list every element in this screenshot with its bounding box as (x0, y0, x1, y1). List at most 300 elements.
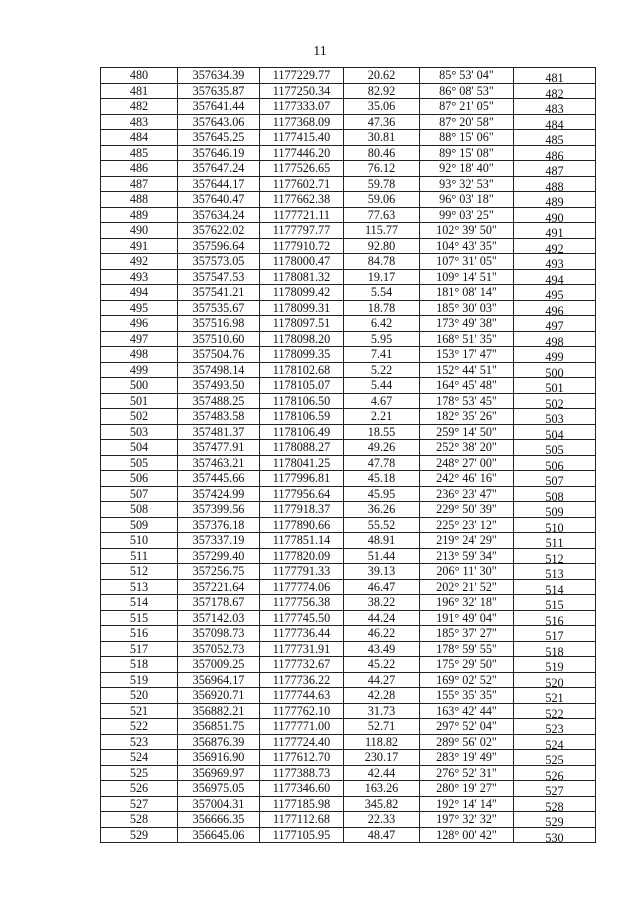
next-point-cell: 482 (514, 86, 596, 102)
table-row (101, 595, 596, 611)
next-point-cell: 512 (514, 551, 596, 567)
bearing-cell: 175° 29' 50" (420, 657, 514, 673)
table-row (101, 424, 596, 440)
x-coordinate-cell: 357488.25 (178, 393, 260, 409)
distance-cell: 163.26 (344, 781, 420, 797)
point-number-cell: 510 (101, 533, 178, 549)
table-row (101, 781, 596, 797)
bearing-cell: 280° 19' 27" (420, 781, 514, 797)
x-coordinate-cell: 357646.19 (178, 145, 260, 161)
point-number-cell: 495 (101, 300, 178, 316)
x-coordinate-cell: 357376.18 (178, 517, 260, 533)
point-number-cell: 492 (101, 254, 178, 270)
distance-cell: 20.62 (344, 68, 420, 84)
point-number-cell: 507 (101, 486, 178, 502)
distance-cell: 22.33 (344, 812, 420, 828)
next-point-cell: 523 (514, 722, 596, 738)
point-number-cell: 489 (101, 207, 178, 223)
point-number-cell: 504 (101, 440, 178, 456)
table-row (101, 657, 596, 673)
table-row (101, 517, 596, 533)
x-coordinate-cell: 357493.50 (178, 378, 260, 394)
distance-cell: 45.18 (344, 471, 420, 487)
bearing-cell: 152° 44' 51" (420, 362, 514, 378)
next-point-cell: 509 (514, 505, 596, 521)
next-point-cell: 498 (514, 334, 596, 350)
point-number-cell: 499 (101, 362, 178, 378)
table-row (101, 796, 596, 812)
x-coordinate-cell: 357640.47 (178, 192, 260, 208)
y-coordinate-cell: 1177890.66 (260, 517, 344, 533)
y-coordinate-cell: 1177918.37 (260, 502, 344, 518)
table-row (101, 672, 596, 688)
point-number-cell: 482 (101, 99, 178, 115)
point-number-cell: 490 (101, 223, 178, 239)
coordinates-table (100, 67, 596, 843)
bearing-cell: 88° 15' 06" (420, 130, 514, 146)
table-row (101, 207, 596, 223)
table-row (101, 99, 596, 115)
x-coordinate-cell: 357541.21 (178, 285, 260, 301)
bearing-cell: 92° 18' 40" (420, 161, 514, 177)
y-coordinate-cell: 1177333.07 (260, 99, 344, 115)
next-point-cell: 502 (514, 396, 596, 412)
point-number-cell: 503 (101, 424, 178, 440)
table-row (101, 641, 596, 657)
bearing-cell: 93° 32' 53" (420, 176, 514, 192)
point-number-cell: 484 (101, 130, 178, 146)
distance-cell: 6.42 (344, 316, 420, 332)
y-coordinate-cell: 1178099.35 (260, 347, 344, 363)
next-point-cell: 530 (514, 830, 596, 846)
distance-cell: 45.22 (344, 657, 420, 673)
next-point-cell: 527 (514, 784, 596, 800)
y-coordinate-cell: 1177526.65 (260, 161, 344, 177)
point-number-cell: 506 (101, 471, 178, 487)
distance-cell: 5.54 (344, 285, 420, 301)
next-point-cell: 493 (514, 257, 596, 273)
y-coordinate-cell: 1177744.63 (260, 688, 344, 704)
y-coordinate-cell: 1177446.20 (260, 145, 344, 161)
x-coordinate-cell: 357516.98 (178, 316, 260, 332)
y-coordinate-cell: 1178041.25 (260, 455, 344, 471)
y-coordinate-cell: 1178097.51 (260, 316, 344, 332)
next-point-cell: 506 (514, 458, 596, 474)
bearing-cell: 181° 08' 14" (420, 285, 514, 301)
table-row (101, 734, 596, 750)
next-point-cell: 529 (514, 815, 596, 831)
table-row (101, 68, 596, 84)
x-coordinate-cell: 357337.19 (178, 533, 260, 549)
x-coordinate-cell: 356851.75 (178, 719, 260, 735)
next-point-cell: 489 (514, 195, 596, 211)
table-row (101, 471, 596, 487)
point-number-cell: 505 (101, 455, 178, 471)
table-row (101, 564, 596, 580)
next-point-cell: 510 (514, 520, 596, 536)
x-coordinate-cell: 356882.21 (178, 703, 260, 719)
table-row (101, 827, 596, 843)
point-number-cell: 480 (101, 68, 178, 84)
distance-cell: 77.63 (344, 207, 420, 223)
distance-cell: 52.71 (344, 719, 420, 735)
bearing-cell: 192° 14' 14" (420, 796, 514, 812)
distance-cell: 30.81 (344, 130, 420, 146)
distance-cell: 115.77 (344, 223, 420, 239)
next-point-cell: 483 (514, 102, 596, 118)
y-coordinate-cell: 1178102.68 (260, 362, 344, 378)
point-number-cell: 515 (101, 610, 178, 626)
next-point-cell: 485 (514, 133, 596, 149)
x-coordinate-cell: 357622.02 (178, 223, 260, 239)
x-coordinate-cell: 357504.76 (178, 347, 260, 363)
next-point-cell: 526 (514, 768, 596, 784)
x-coordinate-cell: 357009.25 (178, 657, 260, 673)
point-number-cell: 521 (101, 703, 178, 719)
bearing-cell: 163° 42' 44" (420, 703, 514, 719)
table-row (101, 238, 596, 254)
x-coordinate-cell: 357299.40 (178, 548, 260, 564)
next-point-cell: 528 (514, 799, 596, 815)
distance-cell: 59.78 (344, 176, 420, 192)
distance-cell: 38.22 (344, 595, 420, 611)
x-coordinate-cell: 357004.31 (178, 796, 260, 812)
distance-cell: 48.47 (344, 827, 420, 843)
bearing-cell: 155° 35' 35" (420, 688, 514, 704)
point-number-cell: 487 (101, 176, 178, 192)
table-row (101, 750, 596, 766)
y-coordinate-cell: 1177105.95 (260, 827, 344, 843)
point-number-cell: 526 (101, 781, 178, 797)
bearing-cell: 104° 43' 35" (420, 238, 514, 254)
distance-cell: 59.06 (344, 192, 420, 208)
bearing-cell: 219° 24' 29" (420, 533, 514, 549)
distance-cell: 44.27 (344, 672, 420, 688)
point-number-cell: 514 (101, 595, 178, 611)
table-row (101, 331, 596, 347)
bearing-cell: 197° 32' 32" (420, 812, 514, 828)
table-row (101, 626, 596, 642)
x-coordinate-cell: 357142.03 (178, 610, 260, 626)
distance-cell: 39.13 (344, 564, 420, 580)
point-number-cell: 500 (101, 378, 178, 394)
bearing-cell: 85° 53' 04" (420, 68, 514, 84)
table-row (101, 765, 596, 781)
distance-cell: 92.80 (344, 238, 420, 254)
next-point-cell: 514 (514, 582, 596, 598)
x-coordinate-cell: 357644.17 (178, 176, 260, 192)
y-coordinate-cell: 1178106.50 (260, 393, 344, 409)
bearing-cell: 297° 52' 04" (420, 719, 514, 735)
bearing-cell: 178° 53' 45" (420, 393, 514, 409)
bearing-cell: 259° 14' 50" (420, 424, 514, 440)
distance-cell: 345.82 (344, 796, 420, 812)
bearing-cell: 102° 39' 50" (420, 223, 514, 239)
table-row (101, 269, 596, 285)
table-row (101, 393, 596, 409)
next-point-cell: 481 (514, 71, 596, 87)
bearing-cell: 191° 49' 04" (420, 610, 514, 626)
distance-cell: 84.78 (344, 254, 420, 270)
x-coordinate-cell: 357510.60 (178, 331, 260, 347)
distance-cell: 80.46 (344, 145, 420, 161)
x-coordinate-cell: 356666.35 (178, 812, 260, 828)
x-coordinate-cell: 357498.14 (178, 362, 260, 378)
distance-cell: 51.44 (344, 548, 420, 564)
distance-cell: 18.78 (344, 300, 420, 316)
y-coordinate-cell: 1177662.38 (260, 192, 344, 208)
distance-cell: 47.78 (344, 455, 420, 471)
x-coordinate-cell: 357424.99 (178, 486, 260, 502)
table-row (101, 114, 596, 130)
bearing-cell: 242° 46' 16" (420, 471, 514, 487)
page-number: 11 (313, 44, 327, 59)
x-coordinate-cell: 357483.58 (178, 409, 260, 425)
next-point-cell: 497 (514, 319, 596, 335)
x-coordinate-cell: 357645.25 (178, 130, 260, 146)
point-number-cell: 528 (101, 812, 178, 828)
table-row (101, 285, 596, 301)
x-coordinate-cell: 357573.05 (178, 254, 260, 270)
y-coordinate-cell: 1178106.49 (260, 424, 344, 440)
point-number-cell: 486 (101, 161, 178, 177)
table-body (101, 68, 596, 843)
point-number-cell: 529 (101, 827, 178, 843)
table-row (101, 719, 596, 735)
distance-cell: 44.24 (344, 610, 420, 626)
bearing-cell: 276° 52' 31" (420, 765, 514, 781)
bearing-cell: 107° 31' 05" (420, 254, 514, 270)
next-point-cell: 507 (514, 474, 596, 490)
point-number-cell: 494 (101, 285, 178, 301)
table-row (101, 455, 596, 471)
y-coordinate-cell: 1177229.77 (260, 68, 344, 84)
next-point-cell: 511 (514, 536, 596, 552)
distance-cell: 18.55 (344, 424, 420, 440)
distance-cell: 47.36 (344, 114, 420, 130)
bearing-cell: 153° 17' 47" (420, 347, 514, 363)
x-coordinate-cell: 357547.53 (178, 269, 260, 285)
distance-cell: 36.26 (344, 502, 420, 518)
y-coordinate-cell: 1177731.91 (260, 641, 344, 657)
y-coordinate-cell: 1178088.27 (260, 440, 344, 456)
point-number-cell: 518 (101, 657, 178, 673)
distance-cell: 5.95 (344, 331, 420, 347)
next-point-cell: 490 (514, 210, 596, 226)
point-number-cell: 513 (101, 579, 178, 595)
table-row (101, 579, 596, 595)
point-number-cell: 516 (101, 626, 178, 642)
point-number-cell: 508 (101, 502, 178, 518)
table-row (101, 192, 596, 208)
y-coordinate-cell: 1178105.07 (260, 378, 344, 394)
point-number-cell: 502 (101, 409, 178, 425)
distance-cell: 118.82 (344, 734, 420, 750)
y-coordinate-cell: 1177996.81 (260, 471, 344, 487)
y-coordinate-cell: 1177112.68 (260, 812, 344, 828)
table-row (101, 486, 596, 502)
x-coordinate-cell: 356969.97 (178, 765, 260, 781)
next-point-cell: 500 (514, 365, 596, 381)
x-coordinate-cell: 357647.24 (178, 161, 260, 177)
table-row (101, 145, 596, 161)
y-coordinate-cell: 1177250.34 (260, 83, 344, 99)
x-coordinate-cell: 357481.37 (178, 424, 260, 440)
bearing-cell: 164° 45' 48" (420, 378, 514, 394)
point-number-cell: 491 (101, 238, 178, 254)
bearing-cell: 236° 23' 47" (420, 486, 514, 502)
table-row (101, 300, 596, 316)
table-row (101, 378, 596, 394)
y-coordinate-cell: 1177791.33 (260, 564, 344, 580)
distance-cell: 46.22 (344, 626, 420, 642)
next-point-cell: 501 (514, 381, 596, 397)
point-number-cell: 527 (101, 796, 178, 812)
table-row (101, 812, 596, 828)
point-number-cell: 496 (101, 316, 178, 332)
bearing-cell: 248° 27' 00" (420, 455, 514, 471)
bearing-cell: 128° 00' 42" (420, 827, 514, 843)
next-point-cell: 499 (514, 350, 596, 366)
table-row (101, 316, 596, 332)
table-row (101, 502, 596, 518)
bearing-cell: 202° 21' 52" (420, 579, 514, 595)
point-number-cell: 517 (101, 641, 178, 657)
y-coordinate-cell: 1177797.77 (260, 223, 344, 239)
next-point-cell: 516 (514, 613, 596, 629)
y-coordinate-cell: 1177851.14 (260, 533, 344, 549)
y-coordinate-cell: 1178099.31 (260, 300, 344, 316)
y-coordinate-cell: 1177756.38 (260, 595, 344, 611)
distance-cell: 55.52 (344, 517, 420, 533)
x-coordinate-cell: 356876.39 (178, 734, 260, 750)
bearing-cell: 289° 56' 02" (420, 734, 514, 750)
y-coordinate-cell: 1177736.22 (260, 672, 344, 688)
point-number-cell: 519 (101, 672, 178, 688)
point-number-cell: 498 (101, 347, 178, 363)
bearing-cell: 86° 08' 53" (420, 83, 514, 99)
next-point-cell: 486 (514, 148, 596, 164)
bearing-cell: 87° 21' 05" (420, 99, 514, 115)
next-point-cell: 494 (514, 272, 596, 288)
point-number-cell: 509 (101, 517, 178, 533)
bearing-cell: 89° 15' 08" (420, 145, 514, 161)
table-row (101, 83, 596, 99)
point-number-cell: 524 (101, 750, 178, 766)
y-coordinate-cell: 1177820.09 (260, 548, 344, 564)
x-coordinate-cell: 356975.05 (178, 781, 260, 797)
x-coordinate-cell: 357399.56 (178, 502, 260, 518)
x-coordinate-cell: 357098.73 (178, 626, 260, 642)
bearing-cell: 229° 50' 39" (420, 502, 514, 518)
y-coordinate-cell: 1177771.00 (260, 719, 344, 735)
x-coordinate-cell: 357596.64 (178, 238, 260, 254)
next-point-cell: 525 (514, 753, 596, 769)
bearing-cell: 225° 23' 12" (420, 517, 514, 533)
table-row (101, 548, 596, 564)
next-point-cell: 503 (514, 412, 596, 428)
distance-cell: 5.44 (344, 378, 420, 394)
bearing-cell: 109° 14' 51" (420, 269, 514, 285)
table-row (101, 703, 596, 719)
y-coordinate-cell: 1177732.67 (260, 657, 344, 673)
y-coordinate-cell: 1177956.64 (260, 486, 344, 502)
y-coordinate-cell: 1177368.09 (260, 114, 344, 130)
bearing-cell: 206° 11' 30" (420, 564, 514, 580)
x-coordinate-cell: 357535.67 (178, 300, 260, 316)
next-point-cell: 521 (514, 691, 596, 707)
table-row (101, 176, 596, 192)
next-point-cell: 520 (514, 675, 596, 691)
table-row (101, 347, 596, 363)
distance-cell: 49.26 (344, 440, 420, 456)
x-coordinate-cell: 356916.90 (178, 750, 260, 766)
y-coordinate-cell: 1177346.60 (260, 781, 344, 797)
y-coordinate-cell: 1178106.59 (260, 409, 344, 425)
next-point-cell: 504 (514, 427, 596, 443)
point-number-cell: 520 (101, 688, 178, 704)
y-coordinate-cell: 1177745.50 (260, 610, 344, 626)
distance-cell: 35.06 (344, 99, 420, 115)
bearing-cell: 173° 49' 38" (420, 316, 514, 332)
next-point-cell: 495 (514, 288, 596, 304)
bearing-cell: 252° 38' 20" (420, 440, 514, 456)
y-coordinate-cell: 1177736.44 (260, 626, 344, 642)
bearing-cell: 283° 19' 49" (420, 750, 514, 766)
point-number-cell: 493 (101, 269, 178, 285)
point-number-cell: 525 (101, 765, 178, 781)
distance-cell: 7.41 (344, 347, 420, 363)
distance-cell: 4.67 (344, 393, 420, 409)
table-row (101, 223, 596, 239)
x-coordinate-cell: 357052.73 (178, 641, 260, 657)
y-coordinate-cell: 1177185.98 (260, 796, 344, 812)
distance-cell: 42.28 (344, 688, 420, 704)
next-point-cell: 492 (514, 241, 596, 257)
table-row (101, 161, 596, 177)
table-row (101, 688, 596, 704)
table-row (101, 409, 596, 425)
bearing-cell: 87° 20' 58" (420, 114, 514, 130)
bearing-cell: 178° 59' 55" (420, 641, 514, 657)
distance-cell: 43.49 (344, 641, 420, 657)
table-row (101, 254, 596, 270)
x-coordinate-cell: 357463.21 (178, 455, 260, 471)
point-number-cell: 485 (101, 145, 178, 161)
bearing-cell: 185° 37' 27" (420, 626, 514, 642)
y-coordinate-cell: 1177388.73 (260, 765, 344, 781)
distance-cell: 42.44 (344, 765, 420, 781)
x-coordinate-cell: 357445.66 (178, 471, 260, 487)
next-point-cell: 491 (514, 226, 596, 242)
distance-cell: 48.91 (344, 533, 420, 549)
distance-cell: 5.22 (344, 362, 420, 378)
x-coordinate-cell: 357634.24 (178, 207, 260, 223)
point-number-cell: 488 (101, 192, 178, 208)
distance-cell: 19.17 (344, 269, 420, 285)
y-coordinate-cell: 1178000.47 (260, 254, 344, 270)
table-row (101, 130, 596, 146)
x-coordinate-cell: 357477.91 (178, 440, 260, 456)
table-row (101, 610, 596, 626)
bearing-cell: 185° 30' 03" (420, 300, 514, 316)
y-coordinate-cell: 1177774.06 (260, 579, 344, 595)
point-number-cell: 512 (101, 564, 178, 580)
x-coordinate-cell: 356645.06 (178, 827, 260, 843)
next-point-cell: 517 (514, 629, 596, 645)
point-number-cell: 523 (101, 734, 178, 750)
x-coordinate-cell: 357641.44 (178, 99, 260, 115)
